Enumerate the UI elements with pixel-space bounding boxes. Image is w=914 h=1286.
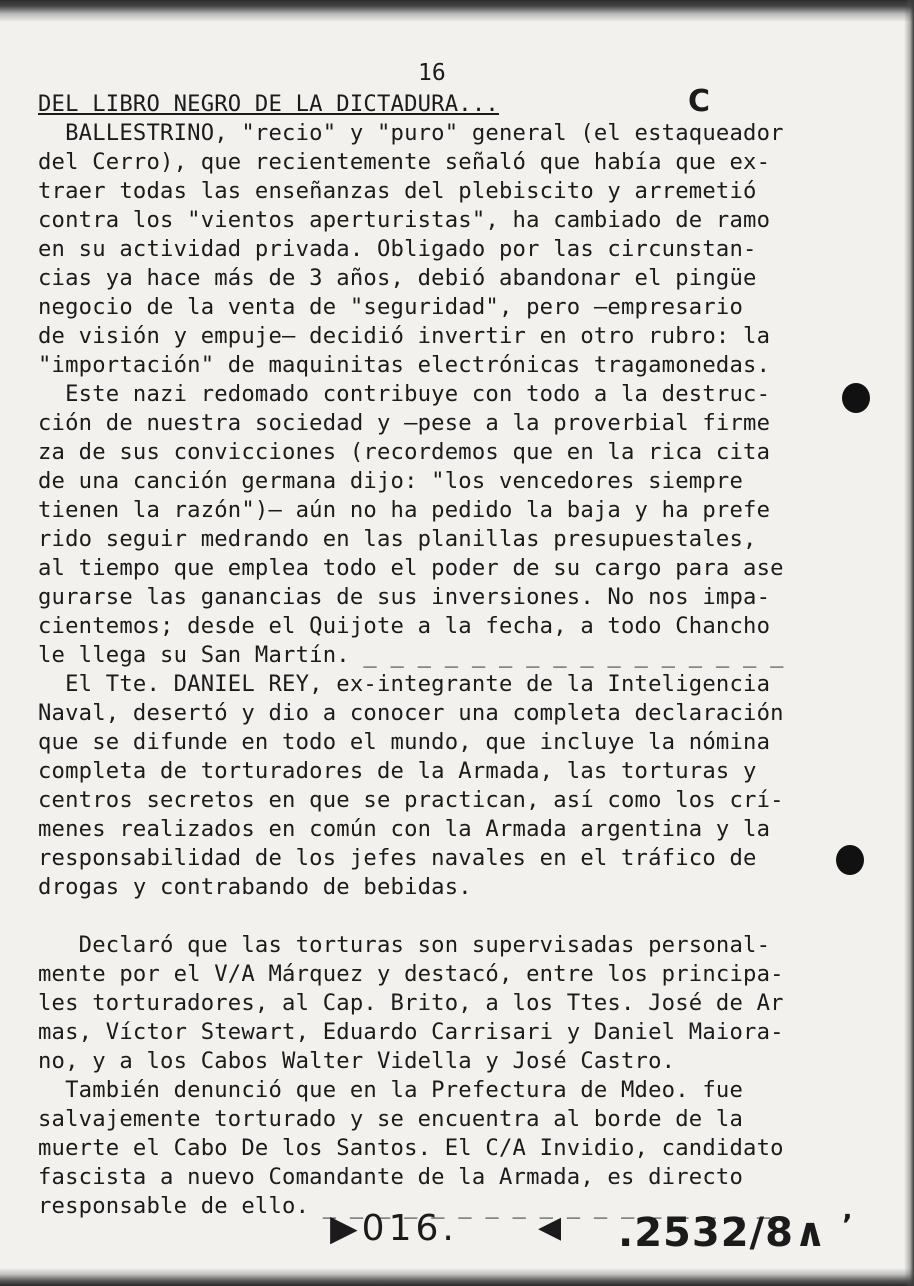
text-line: mas, Víctor Stewart, Eduardo Carrisari y Daniel Maiora- — [38, 1019, 784, 1045]
text-line — [38, 902, 868, 931]
text-line: negocio de la venta de "seguridad", pero —empresario — [38, 294, 744, 320]
text-line: Declaró que las torturas son supervisadas personal- — [38, 932, 771, 958]
text-line: le llega su San Martín. _ _ _ _ _ _ _ _ _ _ _ _ _ _ _ _ — [38, 642, 784, 668]
text-line: ción de nuestra sociedad y —pese a la proverbial firme — [38, 410, 771, 436]
text-line: contra los "vientos aperturistas", ha cambiado de ramo — [38, 207, 771, 233]
footer-code: ▶016. — [330, 1208, 458, 1249]
text-line: Este nazi redomado contribuye con todo a la destruc- — [38, 381, 771, 407]
text-line: no, y a los Cabos Walter Vidella y José Castro. — [38, 1048, 676, 1074]
footer-reference: .2532/8∧ — [618, 1210, 828, 1256]
text-line: al tiempo que emplea todo el poder de su cargo para ase — [38, 555, 784, 581]
scan-edge-bottom — [0, 1268, 914, 1286]
text-line: BALLESTRINO, "recio" y "puro" general (el estaqueador — [38, 120, 784, 146]
text-line: en su actividad privada. Obligado por las circunstan- — [38, 236, 757, 262]
text-line: de visión y empuje— decidió invertir en otro rubro: la — [38, 323, 771, 349]
text-line: cias ya hace más de 3 años, debió abandonar el pingüe — [38, 265, 757, 291]
text-line: mente por el V/A Márquez y destacó, entre los principa- — [38, 961, 784, 987]
text-line: que se difunde en todo el mundo, que incluye la nómina — [38, 729, 771, 755]
text-line: rido seguir medrando en las planillas presupuestales, — [38, 526, 757, 552]
text-line: muerte el Cabo De los Santos. El C/A Invidio, candidato — [38, 1135, 784, 1161]
punch-hole-mark — [842, 383, 870, 413]
text-line: gurarse las ganancias de sus inversiones. No nos impa- — [38, 584, 771, 610]
text-line: traer todas las enseñanzas del plebiscito y arremetió — [38, 178, 757, 204]
text-line: de una canción germana dijo: "los vencedores siempre — [38, 468, 744, 494]
text-line: También denunció que en la Prefectura de Mdeo. fue — [38, 1077, 744, 1103]
text-line: cientemos; desde el Quijote a la fecha, a todo Chancho — [38, 613, 771, 639]
text-line: Naval, desertó y dio a conocer una completa declaración — [38, 700, 784, 726]
text-line: completa de torturadores de la Armada, las torturas y — [38, 758, 757, 784]
document-header: DEL LIBRO NEGRO DE LA DICTADURA... — [38, 91, 499, 117]
scan-edge-top — [0, 0, 914, 22]
text-line: menes realizados en común con la Armada argentina y la — [38, 816, 771, 842]
text-line: salvajemente torturado y se encuentra al borde de la — [38, 1106, 744, 1132]
text-lines — [38, 119, 868, 1221]
margin-mark: C — [688, 84, 711, 119]
text-line: les torturadores, al Cap. Brito, a los Ttes. José de Ar — [38, 990, 784, 1016]
archive-footer — [330, 1208, 870, 1268]
footer-tick: ʼ — [842, 1208, 853, 1241]
text-line: tienen la razón")— aún no ha pedido la baja y ha prefe — [38, 497, 771, 523]
page-number: 16 — [418, 60, 446, 86]
footer-mark: ◀ — [538, 1210, 562, 1245]
text-line: "importación" de maquinitas electrónicas tragamonedas. — [38, 352, 771, 378]
typed-text-body — [38, 90, 868, 1221]
punch-hole-mark — [836, 845, 864, 875]
text-line: El Tte. DANIEL REY, ex-integrante de la Inteligencia — [38, 671, 771, 697]
text-line: del Cerro), que recientemente señaló que había que ex- — [38, 149, 771, 175]
text-line: centros secretos en que se practican, así como los crí- — [38, 787, 784, 813]
text-line: responsabilidad de los jefes navales en el tráfico de — [38, 845, 757, 871]
scan-edge-right — [904, 0, 914, 1286]
text-line: responsable de ello. _ _ _ _ _ _ _ _ _ _ _ _ _ _ _ _ _ — [38, 1193, 771, 1219]
text-line: drogas y contrabando de bebidas. — [38, 874, 472, 900]
text-line: fascista a nuevo Comandante de la Armada, es directo — [38, 1164, 744, 1190]
text-line: za de sus convicciones (recordemos que en la rica cita — [38, 439, 771, 465]
